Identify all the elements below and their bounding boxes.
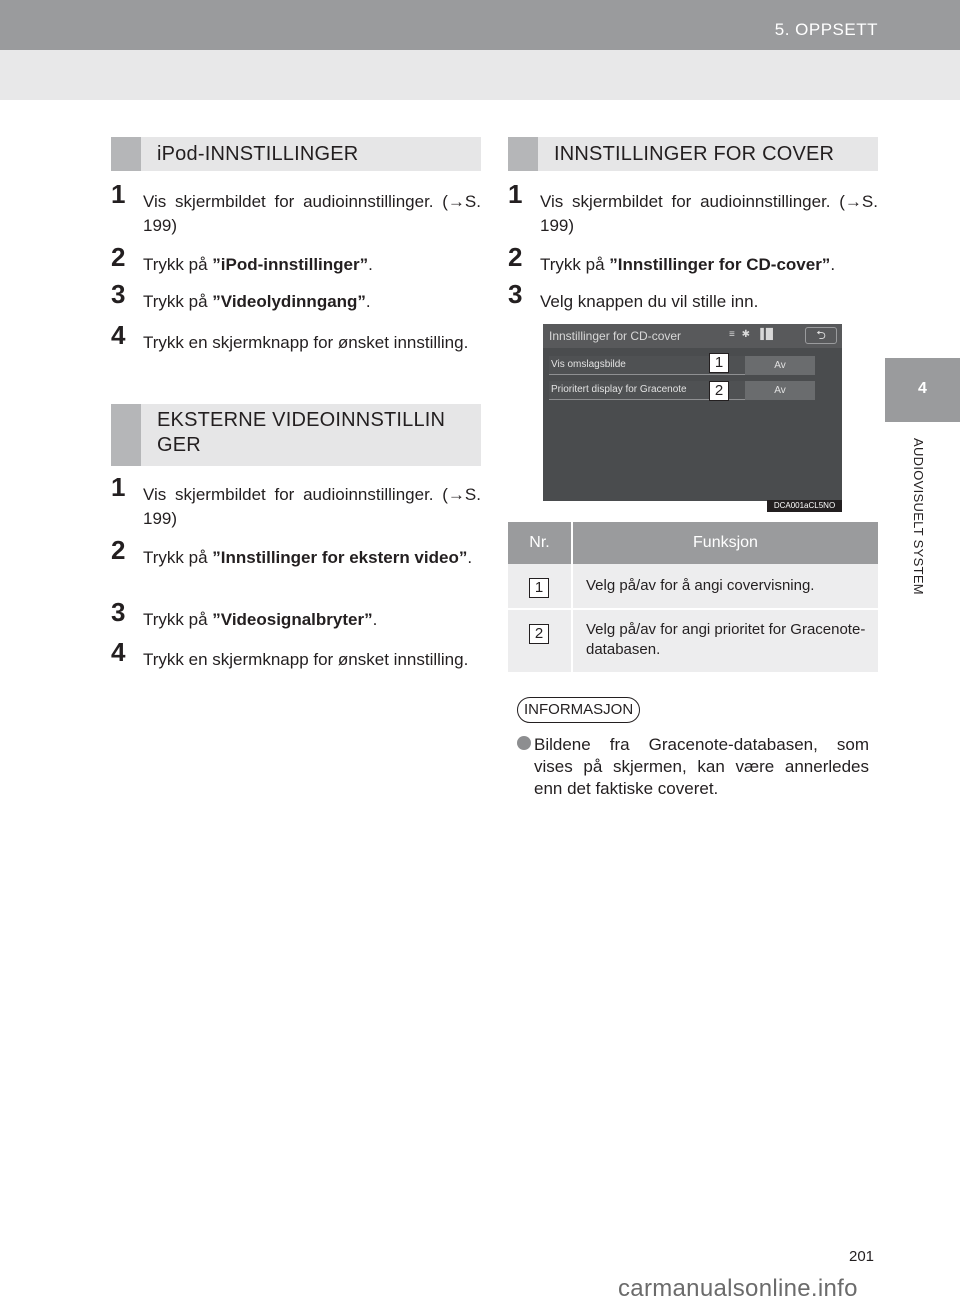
step-number: 3 — [508, 279, 523, 309]
step-1 — [508, 179, 878, 238]
step-text: Trykk på ”Videosignalbryter”. — [143, 610, 378, 629]
callout-1: 1 — [709, 353, 729, 373]
step-1 — [111, 179, 481, 238]
screen-title: Innstillinger for CD-cover — [549, 329, 682, 343]
heading-bar — [508, 137, 538, 171]
section-title: 5. OPPSETT — [774, 20, 878, 39]
step-2 — [111, 535, 481, 570]
watermark: carmanualsonline.info — [618, 1275, 858, 1302]
step-number: 1 — [111, 472, 126, 502]
back-icon[interactable]: ⮌ — [805, 327, 837, 344]
step-3 — [508, 279, 878, 314]
step-number: 2 — [111, 535, 126, 565]
table-header — [508, 522, 878, 564]
screen-title-bar — [543, 324, 842, 348]
step-2 — [111, 242, 481, 277]
column-header-no: Nr. — [529, 534, 550, 551]
step-text: Vis skjermbildet for audioinnstillinger. (→S. 199) — [143, 192, 481, 235]
chapter-label — [908, 438, 928, 648]
step-3 — [111, 597, 481, 632]
table-row — [508, 564, 878, 608]
row-label: Prioritert display for Gracenote — [549, 381, 745, 400]
cover-settings-heading — [508, 137, 878, 171]
column-divider — [571, 564, 573, 608]
step-number: 2 — [111, 242, 126, 272]
row-value-button[interactable]: Av — [745, 381, 815, 400]
information-bullet — [517, 734, 869, 800]
step-4 — [111, 637, 481, 672]
header-subband — [0, 50, 960, 100]
ipod-settings-link: ”iPod-innstillinger” — [212, 255, 369, 274]
step-text: Trykk på ”Innstillinger for CD-cover”. — [540, 255, 836, 274]
step-text: Vis skjermbildet for audioinnstillinger. (→S. 199) — [540, 192, 878, 235]
screen-illustration — [543, 324, 842, 501]
video-audio-input-link: ”Videolydinngang” — [212, 292, 366, 311]
heading-text: EKSTERNE VIDEOINNSTILLINGER — [157, 409, 446, 456]
callout-2: 2 — [709, 381, 729, 401]
step-number: 1 — [508, 179, 523, 209]
heading-text: INNSTILLINGER FOR COVER — [554, 143, 835, 165]
step-number: 4 — [111, 320, 126, 350]
external-video-heading — [111, 404, 481, 466]
cover-display-row[interactable] — [549, 356, 815, 375]
step-number: 4 — [111, 637, 126, 667]
external-video-settings-link: ”Innstillinger for ekstern video” — [212, 548, 468, 567]
step-number: 1 — [111, 179, 126, 209]
step-2 — [508, 242, 878, 277]
step-text: Trykk på ”Innstillinger for ekstern video”. — [143, 548, 473, 567]
step-text: Vis skjermbildet for audioinnstillinger. (→S. 199) — [143, 485, 481, 528]
row-description: Velg på/av for angi prioritet for Gracenote-databasen. — [586, 621, 866, 658]
video-signal-switch-link: ”Videosignalbryter” — [212, 610, 373, 629]
row-label: Vis omslagsbilde — [549, 356, 745, 375]
cd-cover-settings-link: ”Innstillinger for CD-cover” — [609, 255, 831, 274]
gracenote-priority-row[interactable] — [549, 381, 815, 400]
row-description: Velg på/av for å angi covervisning. — [586, 577, 815, 594]
chapter-number: 4 — [918, 380, 927, 397]
column-divider — [571, 610, 573, 672]
row-number: 1 — [529, 578, 549, 598]
step-number: 3 — [111, 597, 126, 627]
ipod-settings-heading — [111, 137, 481, 171]
step-number: 3 — [111, 279, 126, 309]
row-number: 2 — [529, 624, 549, 644]
step-3 — [111, 279, 481, 314]
step-4 — [111, 320, 481, 355]
heading-bar — [111, 137, 141, 171]
information-text: Bildene fra Gracenote-databasen, som vises på skjermen, kan være annerledes enn det faktiske coveret. — [534, 735, 869, 798]
header-band — [0, 0, 960, 50]
chapter-tab — [885, 358, 960, 422]
bullet-icon — [517, 736, 531, 750]
column-header-function: Funksjon — [693, 534, 758, 551]
chapter-label-text: AUDIOVISUELT SYSTEM — [911, 438, 926, 595]
step-number: 2 — [508, 242, 523, 272]
heading-bar — [111, 404, 141, 466]
step-text: Trykk på ”Videolydinngang”. — [143, 292, 371, 311]
heading-text: iPod-INNSTILLINGER — [157, 143, 359, 165]
page-number: 201 — [849, 1248, 875, 1265]
step-text: Trykk en skjermknapp for ønsket innstilling. — [143, 650, 469, 669]
step-text: Velg knappen du vil stille inn. — [540, 292, 759, 311]
table-row — [508, 610, 878, 672]
step-1 — [111, 472, 481, 531]
row-value-button[interactable]: Av — [745, 356, 815, 375]
step-text: Trykk en skjermknapp for ønsket innstilling. — [143, 333, 469, 352]
status-icons: ≡ ✱ ▐█ — [729, 329, 775, 340]
information-tag: INFORMASJON — [517, 697, 640, 723]
step-text: Trykk på ”iPod-innstillinger”. — [143, 255, 373, 274]
image-code: DCA001aCL5NO — [767, 500, 842, 512]
